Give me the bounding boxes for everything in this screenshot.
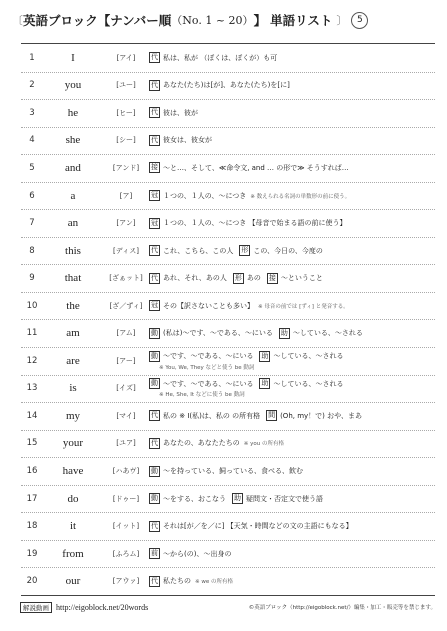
definition — [149, 457, 435, 485]
part-of-speech-badge: 代 — [151, 273, 158, 282]
pronunciation: [アイ] — [116, 53, 136, 62]
part-of-speech-badge: 動 — [151, 494, 158, 503]
row-number: 14 — [26, 410, 38, 421]
english-word: the — [66, 299, 80, 312]
meaning-text: ～です、～である、～にいる — [163, 352, 254, 361]
part-of-speech-badge: 接 — [151, 163, 158, 172]
header-bracket-right: 】 — [253, 13, 267, 28]
part-of-speech-badge: 接 — [268, 273, 276, 282]
definition — [149, 567, 435, 595]
definition — [149, 44, 435, 72]
meaning-text: 私たちの — [163, 577, 191, 586]
definition — [149, 209, 435, 237]
definition — [149, 264, 435, 292]
row-number: 5 — [29, 162, 35, 173]
pronunciation: [イズ] — [116, 384, 136, 393]
table-row — [21, 237, 435, 266]
part-of-speech-badge: 代 — [151, 135, 158, 144]
part-of-speech-badge: 冠 — [151, 191, 158, 200]
part-of-speech-badge: 代 — [151, 108, 158, 117]
meaning-text: ～をする、おこなう — [163, 494, 226, 503]
row-number: 20 — [26, 576, 38, 587]
meaning-text: あなたの、あなたたちの — [163, 439, 240, 448]
part-of-speech-badge: 代 — [151, 246, 158, 255]
table-row — [21, 375, 435, 404]
meaning-text: あれ、それ、あの人 — [163, 274, 227, 283]
pronunciation: [アー] — [116, 356, 136, 365]
definition — [149, 540, 435, 568]
row-number: 4 — [29, 135, 35, 146]
usage-note: ※ you の所有格 — [243, 441, 284, 448]
meaning-text: 私の ※ I(私)は、私の の所有格 — [163, 411, 261, 420]
part-of-speech-badge: 助 — [261, 351, 269, 360]
table-row — [21, 72, 435, 101]
english-word: do — [67, 492, 79, 505]
usage-note: ※ He, She, It などに使う be 動詞 — [159, 392, 245, 399]
part-of-speech-badge: 助 — [234, 494, 241, 503]
english-word: you — [64, 79, 82, 92]
english-word: he — [67, 106, 79, 119]
pronunciation: [ざぁット] — [109, 274, 143, 283]
word-list-table — [21, 43, 435, 596]
header-open-bracket: 〔 — [12, 14, 23, 27]
meaning-text: (Oh, my！で) おや、まあ — [280, 411, 362, 420]
meaning-text: (私は)～です、～である、～にいる — [163, 329, 273, 338]
pronunciation: [ふろム] — [112, 549, 140, 558]
pronunciation: [マイ] — [116, 411, 136, 420]
page-footer — [20, 600, 436, 614]
definition — [149, 402, 435, 430]
definition — [149, 99, 435, 127]
pronunciation: [ユア] — [116, 439, 136, 448]
row-number: 8 — [29, 245, 35, 256]
header-close-bracket: 〕 — [336, 14, 348, 27]
english-word: I — [71, 51, 75, 64]
meaning-text: あなた(たち)は[が]、あなた(たち)を[に] — [163, 81, 290, 90]
pronunciation: [ディス] — [113, 246, 139, 255]
english-word: your — [62, 437, 84, 450]
part-of-speech-badge: 動 — [151, 379, 158, 388]
part-of-speech-badge: 形 — [241, 246, 249, 255]
table-row — [21, 485, 435, 514]
video-link[interactable]: http://eigoblock.net/20words — [56, 602, 149, 612]
definition — [149, 154, 435, 182]
page-number-badge: 5 — [351, 12, 368, 29]
english-word: that — [64, 272, 82, 285]
row-number: 1 — [29, 52, 35, 63]
usage-note: ※ 数えられる名詞の単数形の前に使う。 — [250, 193, 351, 200]
definition — [149, 237, 435, 265]
table-row — [21, 209, 435, 238]
pronunciation: [ハあヴ] — [112, 467, 140, 476]
video-tag: 解説動画 — [20, 602, 52, 613]
english-word: a — [70, 189, 76, 202]
english-word: she — [65, 134, 81, 147]
part-of-speech-badge: 冠 — [151, 218, 158, 227]
definition — [149, 375, 435, 403]
part-of-speech-badge: 代 — [151, 438, 158, 447]
row-number: 13 — [26, 383, 38, 394]
usage-note: ※ 母音の前では [ずィ] と発音する。 — [258, 303, 349, 310]
pronunciation: [ア] — [119, 191, 133, 200]
part-of-speech-badge: 代 — [151, 411, 158, 420]
meaning-text: 私は、私が （ぼくは、ぼくが）も可 — [163, 53, 278, 62]
definition — [149, 72, 435, 100]
page-header — [12, 9, 436, 31]
table-row — [21, 127, 435, 156]
row-number: 6 — [29, 190, 35, 201]
table-row — [21, 347, 435, 376]
table-row — [21, 320, 435, 349]
part-of-speech-badge: 冠 — [151, 301, 158, 310]
pronunciation: [イット] — [112, 522, 140, 531]
english-word: have — [62, 465, 84, 478]
pronunciation: [シー] — [116, 136, 136, 145]
meaning-text: ～している、～される — [273, 352, 344, 361]
english-word: this — [65, 244, 81, 257]
meaning-text: ～を持っている、飼っている、食べる、飲む — [163, 467, 303, 476]
meaning-text: この、今日の、今度の — [253, 246, 323, 255]
definition — [149, 127, 435, 155]
english-word: am — [66, 327, 80, 340]
header-title: 英語ブロック — [23, 13, 98, 28]
usage-note: ※ You, We, They などと使う be 動詞 — [159, 364, 255, 371]
meaning-text: １つの、１人の、～につき 【母音で始まる語の前に使う】 — [163, 219, 347, 228]
part-of-speech-badge: 動 — [151, 351, 158, 360]
meaning-text: その【訳さないことも多い】 — [163, 301, 254, 310]
definition — [149, 320, 435, 348]
header-range: （No. 1 ~ 20） — [171, 14, 254, 27]
row-number: 15 — [26, 438, 38, 449]
meaning-text: 彼は、彼が — [163, 108, 198, 117]
english-word: and — [65, 161, 81, 174]
english-word: are — [66, 354, 80, 367]
part-of-speech-badge: 動 — [151, 328, 158, 337]
row-number: 18 — [26, 521, 38, 532]
header-bracket-left: 【 — [97, 13, 111, 28]
english-word: my — [65, 409, 81, 422]
english-word: our — [65, 575, 81, 588]
part-of-speech-badge: 前 — [151, 549, 158, 558]
meaning-text: ～している、～される — [273, 379, 344, 388]
table-row — [21, 512, 435, 541]
meaning-text: それは[が／を／に] 【天気・時間などの文の主語にもなる】 — [163, 522, 353, 531]
english-word: it — [69, 520, 77, 533]
row-number: 19 — [26, 548, 38, 559]
part-of-speech-badge: 代 — [151, 521, 158, 530]
definition — [149, 485, 435, 513]
pronunciation: [アン] — [116, 219, 136, 228]
definition — [149, 512, 435, 540]
table-row — [21, 264, 435, 293]
meaning-text: これ、こちら、この人 — [163, 246, 234, 255]
row-number: 17 — [26, 493, 38, 504]
row-number: 11 — [26, 328, 38, 339]
definition — [149, 182, 435, 210]
meaning-text: ～から(の)、～出身の — [163, 549, 232, 558]
table-row — [21, 182, 435, 211]
meaning-text: １つの、１人の、～につき — [163, 191, 247, 200]
part-of-speech-badge: 形 — [234, 273, 242, 282]
header-series: ナンバー順 — [110, 13, 172, 28]
table-row — [21, 292, 435, 321]
meaning-text: 彼女は、彼女が — [163, 136, 212, 145]
copyright-text: ©英語ブロック（http://eigoblock.net/）編集・加工・販売等を禁じます。 — [248, 605, 436, 611]
pronunciation: [アンド] — [112, 163, 140, 172]
meaning-text: ～です、～である、～にいる — [163, 379, 254, 388]
english-word: from — [62, 547, 84, 560]
part-of-speech-badge: 動 — [151, 466, 158, 475]
pronunciation: [ヒー] — [116, 108, 136, 117]
row-number: 10 — [26, 300, 38, 311]
meaning-text: ～と…、そして、≪命令文, and … の形で≫ そうすれば… — [163, 163, 349, 172]
part-of-speech-badge: 助 — [261, 379, 269, 388]
usage-note: ※ we の所有格 — [195, 579, 233, 586]
row-number: 16 — [26, 466, 38, 477]
part-of-speech-badge: 代 — [151, 53, 158, 62]
row-number: 2 — [29, 80, 35, 91]
row-number: 3 — [29, 107, 35, 118]
header-subtitle: 単語リスト — [270, 13, 333, 28]
english-word: is — [69, 382, 77, 395]
pronunciation: [ドゥー] — [112, 494, 140, 503]
table-row — [21, 99, 435, 128]
part-of-speech-badge: 代 — [151, 80, 158, 89]
table-row — [21, 540, 435, 569]
part-of-speech-badge: 代 — [151, 576, 158, 585]
meaning-text: ～ということ — [280, 274, 323, 283]
meaning-text: ～している、～される — [292, 329, 363, 338]
meaning-text: あの — [246, 274, 261, 283]
table-row — [21, 457, 435, 486]
definition — [149, 430, 435, 458]
table-row — [21, 430, 435, 459]
part-of-speech-badge: 間 — [268, 411, 276, 420]
definition — [149, 347, 435, 375]
pronunciation: [アム] — [116, 329, 136, 338]
pronunciation: [ざ／ずィ] — [109, 301, 143, 310]
pronunciation: [アウァ] — [112, 577, 140, 586]
row-number: 12 — [26, 355, 38, 366]
meaning-text: 疑問文・否定文で使う語 — [246, 494, 323, 503]
row-number: 7 — [29, 218, 35, 229]
table-row — [21, 44, 435, 73]
definition — [149, 292, 435, 320]
table-row — [21, 402, 435, 431]
table-row — [21, 567, 435, 595]
part-of-speech-badge: 助 — [280, 328, 288, 337]
table-row — [21, 154, 435, 183]
english-word: an — [67, 217, 79, 230]
row-number: 9 — [29, 273, 35, 284]
pronunciation: [ユー] — [116, 81, 136, 90]
